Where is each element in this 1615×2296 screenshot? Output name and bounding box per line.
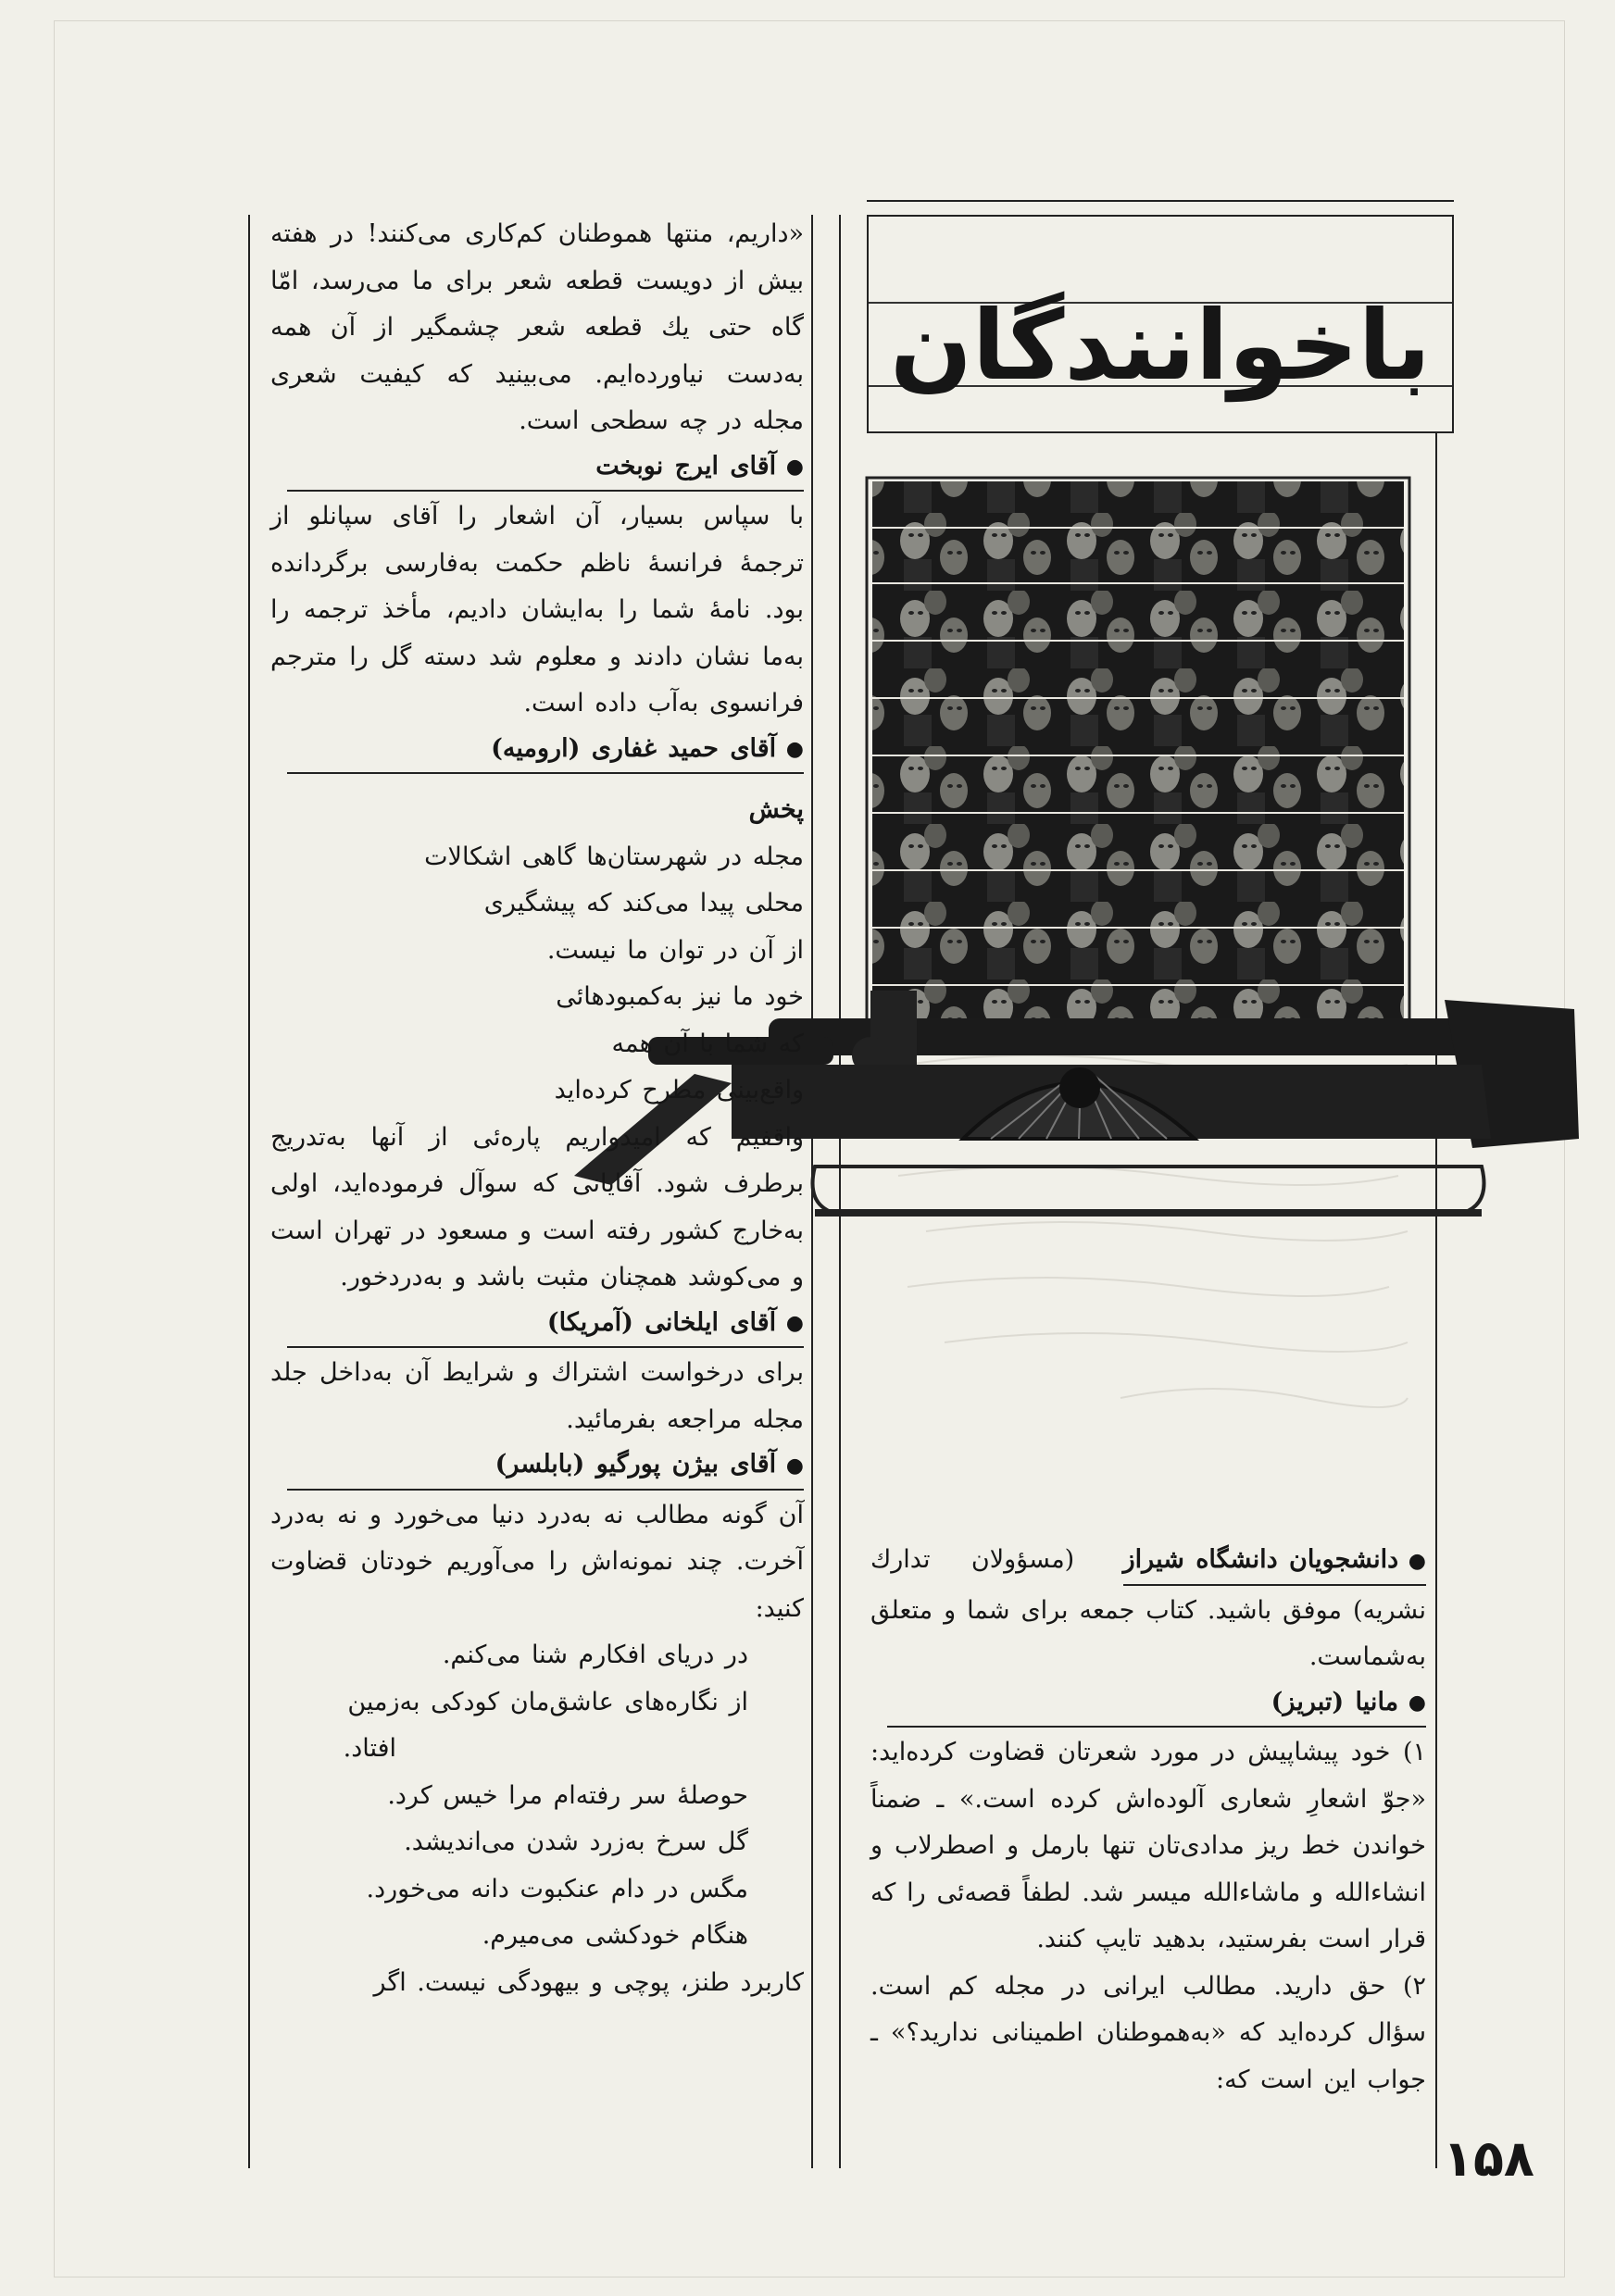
reply-line: محلی پیدا می‌کند که پیشگیری <box>483 889 804 917</box>
reader-heading: ● آقای حمید غفاری (ارومیه) <box>287 728 804 775</box>
reply-line: مجله در شهرستان‌ها گاهی اشکالات <box>424 842 804 871</box>
reply-line: خود ما نیز به‌کمبودهائی <box>556 982 804 1011</box>
poem-line: هنگام خودکشی می‌میرم. <box>482 1921 748 1950</box>
reply-line: واقع‌بینی مطرح کرده‌اید <box>554 1076 804 1104</box>
poem-line: گل سرخ به‌زرد شدن می‌اندیشد. <box>404 1828 748 1856</box>
reply-line: از آن در توان ما نیست. <box>546 935 804 965</box>
reply-paragraph: ۱) خود پیشاپیش در مورد شعرتان قضاوت کرده‌اید: «جوّ اشعارِ شعاری آلوده‌اش کرده است.» ـ ضمناً خواندن خط ریز مدادی‌تان تنها بارمل و اصطرلاب و انشاءالله و ماشاءالله میسر شد. لطفاً قصه‌ئی را که قرار است بفرستید، بدهید تایپ کنند. <box>870 1738 1426 1953</box>
reader-heading: ● آقای ایرج نوبخت <box>287 445 804 493</box>
reader-heading: ● دانشجویان دانشگاه شیراز <box>1123 1539 1426 1586</box>
intro-paragraph: «داریم، منتها هموطنان کم‌کاری می‌کنند! در هفته بیش از دویست قطعه شعر برای ما می‌رسد، امّا گاه حتی یك قطعه شعر چشمگیر از آن همه به‌دست نیاورده‌ایم. می‌بینید که کیفیت شعری مجله در چه سطحی است. <box>270 219 804 435</box>
right-column <box>870 1537 1426 2103</box>
left-column <box>270 211 804 2006</box>
top-rule <box>867 200 1454 202</box>
reply-line: که شما با آن همه <box>611 1029 804 1058</box>
left-column-rule <box>248 215 250 2168</box>
poem-line: در دریای افکارم شنا می‌کنم. <box>442 1641 748 1669</box>
reply-paragraph: (مسؤولان تدارك نشریه) موفق باشید. کتاب جمعه برای شما و متعلق به‌شماست. <box>870 1545 1426 1671</box>
title-box <box>867 215 1454 433</box>
page-title: باخوانندگان <box>890 289 1431 402</box>
reply-paragraph: ۲) حق دارید. مطالب ایرانی در مجله کم است. سؤال کرده‌اید که «به‌هموطنان اطمینانی ندارید؟» ـ جواب این است که: <box>870 1971 1426 2094</box>
reader-heading: ● آقای بیژن پورگیو (بابلسر) <box>287 1443 804 1491</box>
reader-heading: ● مانیا (تبریز) <box>887 1681 1426 1728</box>
section-title: پخش <box>748 795 804 824</box>
reply-paragraph: برای درخواست اشتراك و شرایط آن به‌داخل جلد مجله مراجعه بفرمائید. <box>270 1358 804 1434</box>
poem-line: حوصلهٔ سر رفته‌ام مرا خیس کرد. <box>387 1780 748 1810</box>
reply-paragraph: واقفیم که امیدواریم پاره‌ئی از آنها به‌تدریج برطرف شود. آقایانی که سوآل فرموده‌اید، اولی به‌خارج کشور رفته است و مسعود در تهران است و می‌کوشد همچنان مثبت باشد و به‌دردخور. <box>270 1122 804 1292</box>
page-number: ۱۵۸ <box>1443 2129 1534 2188</box>
poem-line: افتاد. <box>343 1734 396 1763</box>
reply-paragraph: با سپاس بسیار، آن اشعار را آقای سپانلو از ترجمهٔ فرانسهٔ ناظم حکمت به‌فارسی برگردانده بود. نامهٔ شما را به‌ایشان دادیم، مأخذ ترجمه را به‌ما نشان دادند و معلوم شد دسته گل را مترجم فرانسوی به‌آب داده است. <box>270 502 804 718</box>
reply-paragraph: آن گونه مطالب نه به‌درد دنیا می‌خورد و نه به‌درد آخرت. چند نمونه‌اش را می‌آوریم خودتان قضاوت کنید: <box>270 1500 804 1623</box>
poem-line: از نگاره‌های عاشق‌مان کودکی به‌زمین <box>347 1687 748 1716</box>
reply-paragraph: کاربرد طنز، پوچی و بیهودگی نیست. اگر <box>373 1967 804 1997</box>
reader-heading: ● آقای ایلخانی (آمریکا) <box>287 1302 804 1349</box>
poem-line: مگس در دام عنکبوت دانه می‌خورد. <box>366 1874 748 1903</box>
